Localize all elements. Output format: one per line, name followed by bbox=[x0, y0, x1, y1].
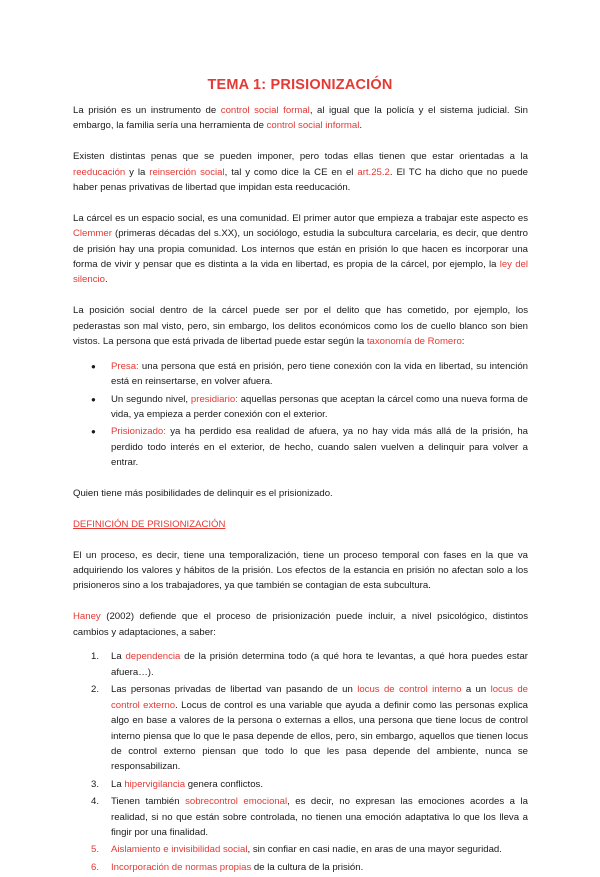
text-run: . El TC ha dicho que no puede haber penas privativas de libertad que impidan esta reeducación. bbox=[73, 166, 529, 194]
text-run: . Locus de control es una variable que ayuda a definir como las personas explica algo en base a valores de la persona o externas a ellos, una persona que tiene locus de control interno piensa que lo que le pasa depende de ellos, pero, sin embargo, aquellos que tienen locus de control externo piensan que todo lo que les pasa depende del ambiente, nunca se responsabilizan. bbox=[111, 699, 528, 773]
text-run: (2002) defiende que el proceso de prisionización puede incluir, a nivel psicológico, distintos cambios y adaptaciones, a saber: bbox=[73, 611, 528, 638]
text-run: : bbox=[461, 336, 465, 348]
text-run: Un segundo nivel, bbox=[111, 393, 191, 405]
text-run: a un bbox=[461, 684, 491, 696]
text-run: (primeras décadas del s.XX), un sociólogo, estudia la subcultura carcelaria, es decir, que dentro de prisión hay una propia comunidad. Los internos que están en prisión lo que hacen es incorporar una forma de vivir y pensar que es distinta a la vida en libertad, es propia de la cárcel, por ejemplo, la bbox=[73, 228, 528, 271]
text-run: La bbox=[111, 778, 125, 790]
text-run: La bbox=[111, 651, 126, 663]
list-item bbox=[99, 359, 528, 390]
highlight-term: reeducación bbox=[73, 166, 126, 178]
section-heading: DEFINICIÓN DE PRISIONIZACIÓN bbox=[73, 518, 226, 530]
paragraph-5: Quien tiene más posibilidades de delinquir es el prisionizado. bbox=[73, 488, 333, 500]
text-run: La posición social dentro de la cárcel puede ser por el delito que has cometido, por ejemplo, los pederastas son mal visto, pero, sin embargo, los delitos económicos como los de cuello blanco son bien vistos. La persona que está privada de libertad puede estar según la bbox=[73, 305, 528, 348]
paragraph-6: El un proceso, es decir, tiene una temporalización, tiene un proceso temporal con fases en la que va adquiriendo los valores y hábitos de la prisión. Los efectos de la estancia en prisión no afectan solo a los prisioneros sino a los trabajadores, ya que también se contagian de esta subcultura. bbox=[73, 549, 528, 592]
highlight-term: Prisionizado: bbox=[111, 426, 166, 438]
highlight-term: sobrecontrol emocional bbox=[185, 796, 288, 808]
list-item bbox=[99, 424, 528, 470]
highlight-term: control social informal bbox=[266, 120, 360, 132]
highlight-term: Incorporación de normas propias bbox=[111, 861, 252, 873]
text-run: , sin confiar en casi nadie, en aras de una mayor seguridad. bbox=[247, 844, 502, 856]
text-run: una persona que está en prisión, pero tiene conexión con la vida en libertad, su intención está en reinsertarse, en volver afuera. bbox=[111, 360, 528, 388]
document-body bbox=[73, 103, 528, 877]
list-item bbox=[91, 860, 528, 875]
text-run: y la bbox=[125, 166, 150, 178]
highlight-term: locus de control externo bbox=[111, 684, 528, 711]
paragraph-3 bbox=[73, 211, 528, 288]
paragraph-1 bbox=[73, 103, 528, 134]
list-number: 3. bbox=[91, 778, 100, 790]
text-run: Tienen también bbox=[111, 796, 186, 808]
paragraph-7 bbox=[73, 609, 528, 640]
highlight-term: dependencia bbox=[125, 651, 181, 663]
highlight-term: Presa: bbox=[111, 360, 139, 372]
text-run: ya ha perdido esa realidad de afuera, ya no hay vida más allá de la prisión, ha perdido todo interés en el exterior, de hecho, cuando salen vuelven a delinquir para volver a entrar. bbox=[111, 426, 528, 469]
highlight-term: Aislamiento e invisibilidad social bbox=[111, 844, 248, 856]
highlight-term: art.25.2 bbox=[357, 166, 390, 178]
list-item bbox=[99, 392, 528, 423]
text-run: , tal y como dice la CE en el bbox=[224, 166, 358, 178]
list-item bbox=[91, 777, 528, 792]
list-item bbox=[91, 682, 528, 774]
list-item bbox=[91, 794, 528, 840]
highlight-term: ley del silencio bbox=[73, 259, 528, 286]
list-number: 1. bbox=[91, 651, 100, 663]
highlight-term: control social formal bbox=[220, 105, 310, 116]
text-run: , al igual que la policía y el sistema judicial. Sin embargo, la familia sería una herramienta de bbox=[73, 105, 528, 132]
changes-list bbox=[73, 649, 528, 875]
text-run: , es decir, no expresan las emociones acordes a la realidad, si no que están sobre controlada, no tienen una emoción adaptativa lo que los lleva a fingir por una finalidad. bbox=[111, 796, 528, 838]
highlight-term: Haney bbox=[73, 611, 101, 623]
text-run: . bbox=[359, 120, 363, 132]
highlight-term: taxonomía de Romero bbox=[366, 336, 462, 348]
page-title: TEMA 1: PRISIONIZACIÓN bbox=[207, 77, 393, 93]
text-run: La prisión es un instrumento de bbox=[73, 105, 221, 116]
list-number: 5. bbox=[91, 844, 100, 856]
list-number: 6. bbox=[91, 861, 100, 873]
list-number: 2. bbox=[91, 684, 100, 696]
text-run: genera conflictos. bbox=[185, 778, 264, 790]
paragraph-2 bbox=[73, 149, 528, 195]
text-run: . bbox=[105, 274, 108, 286]
highlight-term: Clemmer bbox=[73, 228, 112, 240]
text-run: Existen distintas penas que se pueden imponer, pero todas ellas tienen que estar orientadas a la bbox=[73, 151, 528, 163]
taxonomy-list bbox=[73, 359, 528, 471]
highlight-term: reinserción social bbox=[149, 166, 225, 178]
highlight-term: hipervigilancia bbox=[124, 778, 186, 790]
list-item bbox=[91, 649, 528, 680]
highlight-term: presidiario: bbox=[190, 393, 238, 405]
text-run: Las personas privadas de libertad van pasando de un bbox=[111, 684, 358, 696]
text-run: La cárcel es un espacio social, es una comunidad. El primer autor que empieza a trabajar este aspecto es bbox=[73, 212, 528, 224]
list-number: 4. bbox=[91, 796, 100, 808]
list-item bbox=[91, 842, 528, 857]
text-run: de la prisión determina todo (a qué hora te levantas, a qué hora puedes estar afuera…). bbox=[111, 651, 528, 678]
paragraph-4 bbox=[73, 303, 528, 349]
text-run: de la cultura de la prisión. bbox=[251, 861, 364, 873]
highlight-term: locus de control interno bbox=[357, 684, 462, 696]
text-run: aquellas personas que aceptan la cárcel como una nueva forma de vida, ya empieza a perder conexión con el exterior. bbox=[111, 393, 529, 421]
